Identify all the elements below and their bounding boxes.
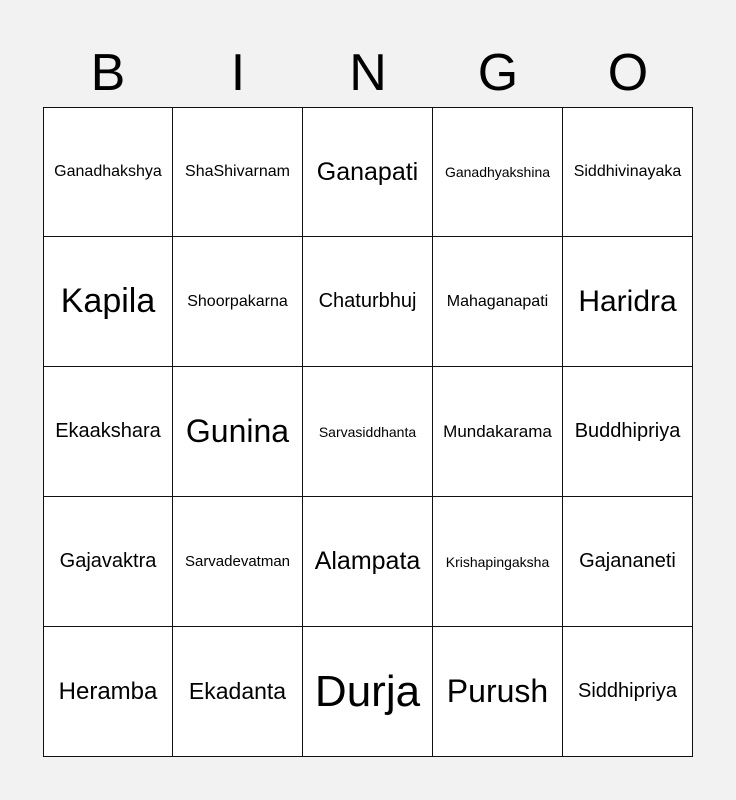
- bingo-cell[interactable]: Mundakarama: [433, 367, 563, 497]
- bingo-cell[interactable]: Buddhipriya: [563, 367, 693, 497]
- header-letter-n: N: [349, 44, 387, 102]
- header-letter-g: G: [477, 44, 519, 102]
- bingo-cell[interactable]: ShaShivarnam: [173, 107, 303, 237]
- bingo-cell[interactable]: Chaturbhuj: [303, 237, 433, 367]
- header-letter-b: B: [90, 44, 126, 102]
- header-letter-o: O: [607, 44, 649, 102]
- bingo-header: [43, 42, 693, 104]
- bingo-cell[interactable]: Gunina: [173, 367, 303, 497]
- bingo-cell[interactable]: Shoorpakarna: [173, 237, 303, 367]
- bingo-cell[interactable]: Sarvasiddhanta: [303, 367, 433, 497]
- bingo-board: [43, 107, 693, 757]
- bingo-cell[interactable]: Ganapati: [303, 107, 433, 237]
- bingo-cell[interactable]: Gajananeti: [563, 497, 693, 627]
- bingo-cell[interactable]: Siddhivinayaka: [563, 107, 693, 237]
- bingo-cell[interactable]: Siddhipriya: [563, 627, 693, 757]
- bingo-cell[interactable]: Mahaganapati: [433, 237, 563, 367]
- bingo-cell[interactable]: Gajavaktra: [43, 497, 173, 627]
- bingo-cell[interactable]: Alampata: [303, 497, 433, 627]
- bingo-cell[interactable]: Ekadanta: [173, 627, 303, 757]
- bingo-cell[interactable]: Haridra: [563, 237, 693, 367]
- bingo-cell[interactable]: Purush: [433, 627, 563, 757]
- bingo-cell[interactable]: Ganadhyakshina: [433, 107, 563, 237]
- bingo-cell[interactable]: Durja: [303, 627, 433, 757]
- bingo-cell[interactable]: Sarvadevatman: [173, 497, 303, 627]
- bingo-cell[interactable]: Heramba: [43, 627, 173, 757]
- bingo-cell[interactable]: Ekaakshara: [43, 367, 173, 497]
- bingo-cell[interactable]: Kapila: [43, 237, 173, 367]
- header-letter-i: I: [230, 44, 246, 102]
- bingo-cell[interactable]: Ganadhakshya: [43, 107, 173, 237]
- bingo-cell[interactable]: Krishapingaksha: [433, 497, 563, 627]
